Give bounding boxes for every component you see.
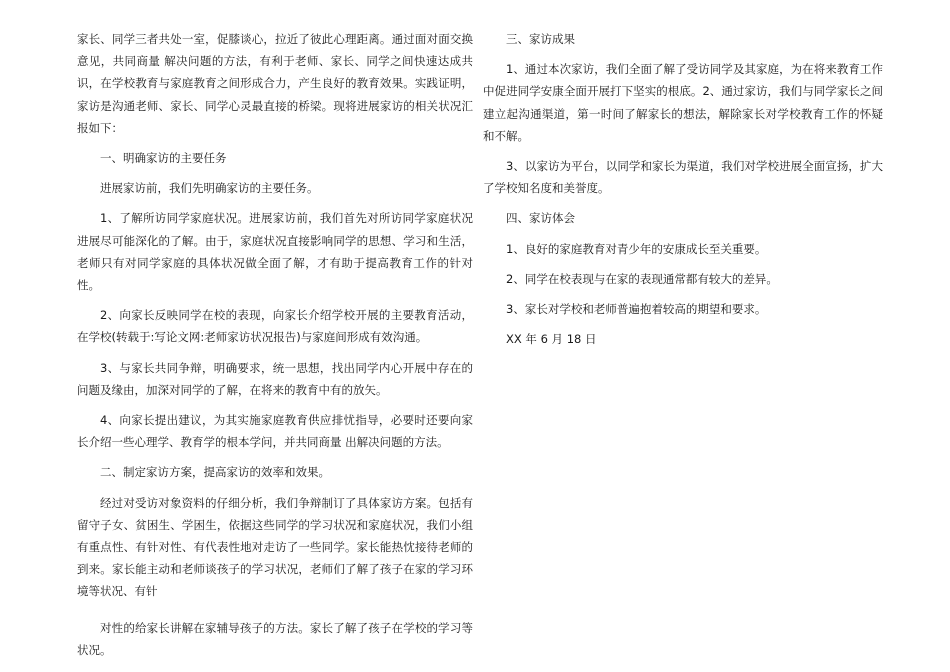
section-heading-4: 四、家访体会 [506, 211, 575, 226]
report-date: XX 年 6 月 18 日 [506, 332, 597, 347]
body-paragraph: 进展家访前，我们先明确家访的主要任务。 [100, 181, 319, 196]
result-item-1-2: 1、通过本次家访，我们全面了解了受访同学及其家庭，为在将来教育工作中促进同学安康全面开展打下坚实的根底。2、通过家访，我们与同学家长之间建立起沟通渠道，第一时间了解家长的想法，解除家长对学校教育工作的怀疑和不解。 [483, 62, 883, 143]
plan-paragraph: 经过对受访对象资料的仔细分析，我们争辩制订了具体家访方案。包括有留守子女、贫困生、学困生，依据这些同学的学习状况和家庭状况，我们小组有重点性、有针对性、有代表性地对走访了一些同学。家长能热忱接待老师的到来。家长能主动和老师谈孩子的学习状况，老师们了解了孩子在家的学习环境等状况、有针 [77, 495, 473, 599]
plan-paragraph-continued: 对性的给家长讲解在家辅导孩子的方法。家长了解了孩子在学校的学习等状况。 [77, 620, 473, 657]
section-heading-3: 三、家访成果 [506, 32, 575, 46]
insight-item-2: 2、同学在校表现与在家的表现通常都有较大的差异。 [506, 271, 778, 286]
section-heading-1: 一、明确家访的主要任务 [100, 151, 227, 166]
task-item-2: 2、向家长反映同学在校的表现，向家长介绍学校开展的主要教育活动，在学校(转载于:写论文网:老师家访状况报告)与家庭间形成有效沟通。 [77, 308, 473, 345]
intro-paragraph: 家长、同学三者共处一室，促膝谈心，拉近了彼此心理距离。通过面对面交换意见，共同商量 解决问题的方法，有利于老师、家长、同学之间快速达成共识，在学校教育与家庭教育之间形成合力，产生良好的教育效果。实践证明，家访是沟通老师、家长、同学心灵最直接的桥梁。现将进展家访的相关状况汇报如下： [77, 32, 473, 135]
task-item-3: 3、与家长共同争辩，明确要求，统一思想，找出同学内心开展中存在的问题及缘由，加深对同学的了解，在将来的教育中有的放矢。 [77, 360, 473, 397]
left-column [77, 28, 473, 669]
section-heading-2: 二、制定家访方案，提高家访的效率和效果。 [100, 465, 330, 480]
task-item-1: 1、了解所访同学家庭状况。进展家访前，我们首先对所访同学家庭状况进展尽可能深化的了解。由于，家庭状况直接影响同学的思想、学习和生活，老师只有对同学家庭的具体状况做全面了解，才有助于提高教育工作的针对性。 [77, 211, 473, 293]
insight-item-3: 3、家长对学校和老师普遍抱着较高的期望和要求。 [506, 302, 767, 317]
task-item-4: 4、向家长提出建议，为其实施家庭教育供应排忧指导，必要时还要向家长介绍一些心理学、教育学的根本学问，并共同商量 出解决问题的方法。 [77, 413, 473, 450]
right-column [483, 28, 883, 358]
result-item-3: 3、以家访为平台，以同学和家长为渠道，我们对学校进展全面宣扬，扩大了学校知名度和美誉度。 [483, 159, 883, 196]
insight-item-1: 1、良好的家庭教育对青少年的安康成长至关重要。 [506, 241, 767, 256]
